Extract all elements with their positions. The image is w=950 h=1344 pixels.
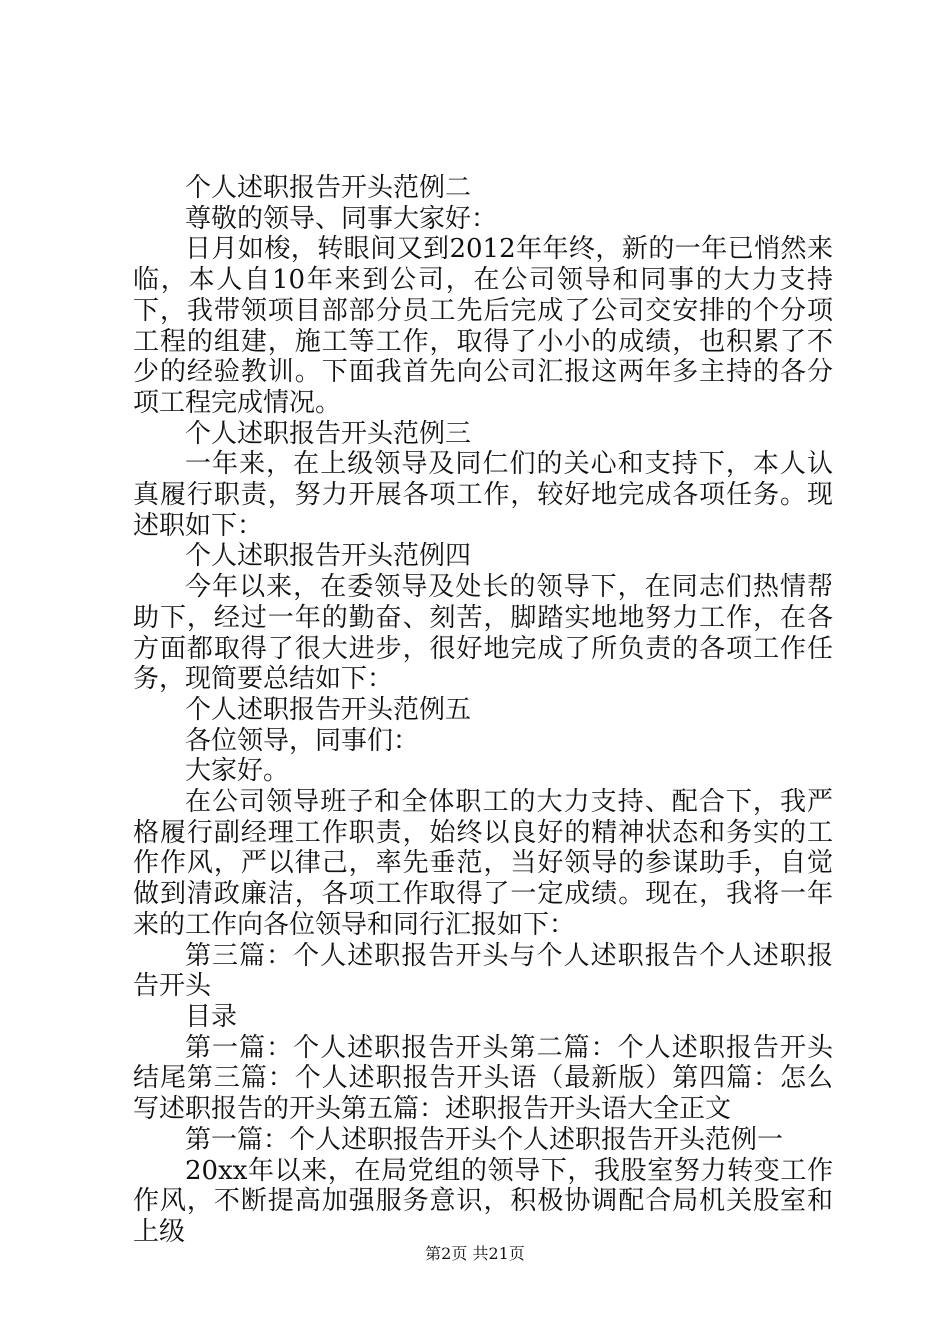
chapter-heading: 第一篇：个人述职报告开头个人述职报告开头范例一 (185, 1124, 784, 1155)
section-title: 第三篇：个人述职报告开头与个人述职报告个人述职报告开头 (133, 940, 833, 1002)
document-body (133, 173, 833, 1248)
salutation: 尊敬的领导、同事大家好： (185, 203, 498, 234)
heading-example-3: 个人述职报告开头范例三 (185, 418, 472, 449)
toc-heading: 目录 (185, 1001, 238, 1032)
page-number-footer: 第2页 共21页 (425, 1244, 525, 1263)
heading-example-4: 个人述职报告开头范例四 (185, 541, 472, 572)
paragraph: 今年以来，在委领导及处长的领导下，在同志们热情帮助下，经过一年的勤奋、刻苦，脚踏实地地努力工作，在各方面都取得了很大进步，很好地完成了所负责的各项工作任务，现简要总结如下： (133, 572, 833, 695)
paragraph: 在公司领导班子和全体职工的大力支持、配合下，我严格履行副经理工作职责，始终以良好的精神状态和务实的工作作风，严以律己，率先垂范，当好领导的参谋助手，自觉做到清政廉洁，各项工作取得了一定成绩。现在，我将一年来的工作向各位领导和同行汇报如下： (133, 787, 833, 940)
paragraph: 20xx年以来，在局党组的领导下，我股室努力转变工作作风，不断提高加强服务意识，积极协调配合局机关股室和上级 (133, 1155, 833, 1247)
toc-entries: 第一篇：个人述职报告开头第二篇：个人述职报告开头结尾第三篇：个人述职报告开头语（最新版）第四篇：怎么写述职报告的开头第五篇：述职报告开头语大全正文 (133, 1032, 833, 1125)
heading-example-5: 个人述职报告开头范例五 (185, 694, 472, 725)
paragraph: 日月如梭，转眼间又到2012年年终，新的一年已悄然来临，本人自10年来到公司，在公司领导和同事的大力支持下，我带领项目部部分员工先后完成了公司交安排的个分项工程的组建，施工等工作，取得了小小的成绩，也积累了不少的经验教训。下面我首先向公司汇报这两年多主持的各分项工程完成情况。 (133, 234, 833, 418)
heading-example-2: 个人述职报告开头范例二 (185, 173, 472, 203)
salutation: 各位领导，同事们： (185, 725, 420, 756)
greeting: 大家好。 (185, 756, 290, 787)
paragraph: 一年来，在上级领导及同仁们的关心和支持下，本人认真履行职责，努力开展各项工作，较好地完成各项任务。现述职如下： (133, 449, 833, 541)
